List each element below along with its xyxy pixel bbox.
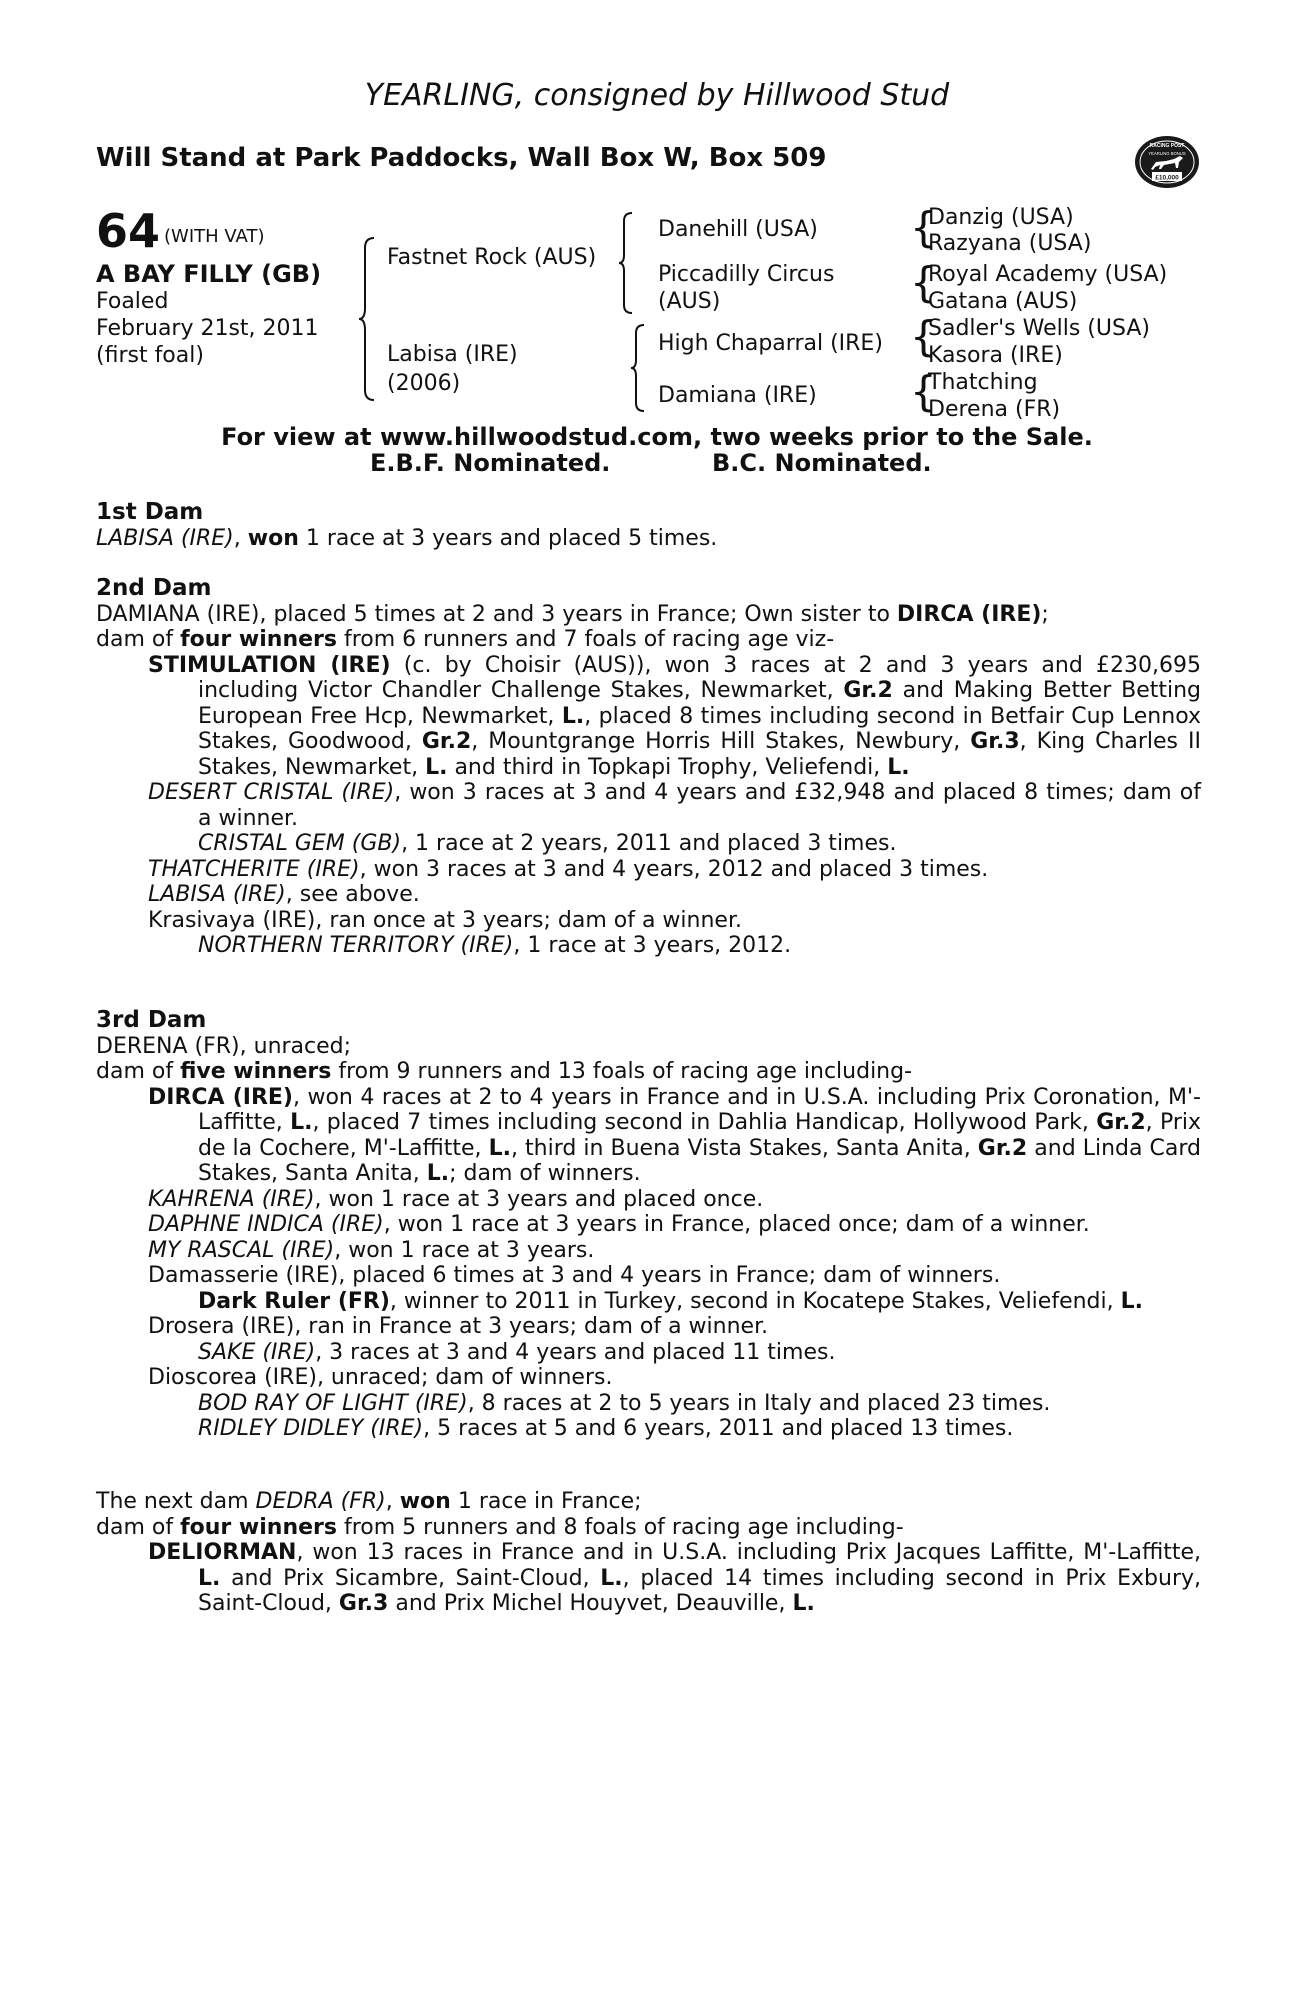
labisa-reference: LABISA (IRE), see above. [148, 882, 420, 907]
first-dam-heading: 1st Dam [96, 499, 204, 525]
first-dam-record: LABISA (IRE), won 1 race at 3 years and placed 5 times. [96, 525, 718, 551]
second-dam-line1: DAMIANA (IRE), placed 5 times at 2 and 3 years in France; Own sister to DIRCA (IRE); [96, 601, 1049, 627]
yearling-bonus-badge [1134, 134, 1200, 190]
pedigree-dss: Sadler's Wells (USA) [928, 316, 1150, 341]
ebf-nomination: E.B.F. Nominated. [370, 449, 611, 477]
lot-number: 64 [96, 204, 161, 258]
brace-gen3-b: { [910, 258, 937, 307]
brace-gen3-d: { [910, 367, 937, 416]
brace-gen3-a: { [910, 203, 937, 252]
daphne-indica-record: DAPHNE INDICA (IRE), won 1 race at 3 years in France, placed once; dam of a winner. [148, 1212, 1090, 1237]
third-dam-line2: dam of five winners from 9 runners and 13 foals of racing age including- [96, 1059, 913, 1084]
dirca-record: DIRCA (IRE), won 4 races at 2 to 4 years in France and in U.S.A. including Prix Coronation, M'-Laffitte, L., placed 7 times including second in Dahlia Handicap, Hollywood Park, Gr.2, Prix de la Cochere, M'-Laffitte, L., third in Buena Vista Stakes, Santa Anita, Gr.2 and Linda Card Stakes, Santa Anita, L.; dam of winners. [148, 1084, 1202, 1186]
thatcherite-record: THATCHERITE (IRE), won 3 races at 3 and 4 years, 2012 and placed 3 times. [148, 856, 989, 882]
ridley-didley-record: RIDLEY DIDLEY (IRE), 5 races at 5 and 6 years, 2011 and placed 13 times. [198, 1416, 1014, 1441]
bc-nomination: B.C. Nominated. [712, 449, 932, 477]
kahrena-record: KAHRENA (IRE), won 1 race at 3 years and placed once. [148, 1186, 764, 1212]
pedigree-dds: Thatching [928, 370, 1038, 395]
foal-note: (first foal) [96, 343, 204, 368]
foaled-label: Foaled [96, 289, 169, 314]
third-dam-heading: 3rd Dam [96, 1007, 207, 1033]
badge-amount: £10,000 [1155, 174, 1179, 182]
pedigree-sire-dam-line2: (AUS) [658, 289, 721, 314]
cristal-gem-record: CRISTAL GEM (GB), 1 race at 2 years, 2011 and placed 3 times. [198, 831, 897, 856]
pedigree-sire-dam-line1: Piccadilly Circus [658, 262, 835, 287]
third-dam-line1: DERENA (FR), unraced; [96, 1033, 352, 1059]
third-dam-section [96, 1008, 1201, 1442]
pedigree-sdd: Gatana (AUS) [928, 289, 1078, 314]
vat-note: (WITH VAT) [164, 226, 265, 247]
pedigree-dam: Labisa (IRE) [387, 342, 518, 367]
desert-cristal-record: DESERT CRISTAL (IRE), won 3 races at 3 and 4 years and £32,948 and placed 8 times; dam of a winner. [148, 780, 1201, 831]
pedigree-sire: Fastnet Rock (AUS) [387, 245, 597, 270]
drosera-record: Drosera (IRE), ran in France at 3 years; dam of a winner. [148, 1314, 769, 1339]
pedigree-dam-year: (2006) [387, 371, 461, 396]
next-dam-line2: dam of four winners from 5 runners and 8 foals of racing age including- [96, 1514, 904, 1540]
pedigree-dam-dam: Damiana (IRE) [658, 383, 817, 408]
badge-mid-text: YEARLING BONUS [1148, 151, 1186, 156]
northern-territory-record: NORTHERN TERRITORY (IRE), 1 race at 3 years, 2012. [198, 933, 792, 958]
pedigree-sds: Royal Academy (USA) [928, 262, 1168, 287]
pedigree-dam-sire: High Chaparral (IRE) [658, 331, 883, 356]
pedigree-brace-main [358, 236, 380, 402]
foaled-date: February 21st, 2011 [96, 316, 319, 341]
deliorman-record: DELIORMAN, won 13 races in France and in U.S.A. including Prix Jacques Laffitte, M'-Laffitte, L. and Prix Sicambre, Saint-Cloud, L., placed 14 times including second in Prix Exbury, Saint-Cloud, Gr.3 and Prix Michel Houyvet, Deauville, L. [148, 1540, 1202, 1616]
krasivaya-record: Krasivaya (IRE), ran once at 3 years; dam of a winner. [148, 907, 742, 933]
viewing-notice: For view at www.hillwoodstud.com, two weeks prior to the Sale. [221, 423, 1093, 451]
pedigree-dsd: Kasora (IRE) [928, 343, 1063, 368]
pedigree-brace-sire [618, 211, 636, 315]
pedigree-brace-dam [630, 323, 648, 413]
pedigree-sss: Danzig (USA) [928, 205, 1074, 230]
next-dam-section [96, 1489, 1201, 1617]
brace-gen3-c: { [910, 312, 937, 361]
dark-ruler-record: Dark Ruler (FR), winner to 2011 in Turkey, second in Kocatepe Stakes, Veliefendi, L. [198, 1288, 1144, 1314]
my-rascal-record: MY RASCAL (IRE), won 1 race at 3 years. [148, 1237, 595, 1263]
badge-top-text: RACING POST [1149, 143, 1185, 149]
pedigree-sire-sire: Danehill (USA) [658, 217, 818, 242]
first-dam-section [96, 500, 1201, 551]
stand-location: Will Stand at Park Paddocks, Wall Box W, Box 509 [96, 143, 827, 173]
sake-record: SAKE (IRE), 3 races at 3 and 4 years and placed 11 times. [198, 1339, 836, 1365]
horse-name: A BAY FILLY (GB) [96, 260, 322, 288]
second-dam-heading: 2nd Dam [96, 575, 212, 601]
website-link[interactable]: www.hillwoodstud.com [379, 423, 694, 451]
second-dam-line2: dam of four winners from 6 runners and 7 foals of racing age viz- [96, 627, 835, 652]
catalogue-header: YEARLING, consigned by Hillwood Stud [364, 78, 950, 113]
next-dam-line1: The next dam DEDRA (FR), won 1 race in France; [96, 1489, 642, 1514]
damasserie-record: Damasserie (IRE), placed 6 times at 3 and 4 years in France; dam of winners. [148, 1263, 1001, 1288]
stimulation-record: STIMULATION (IRE) (c. by Choisir (AUS)), won 3 races at 2 and 3 years and £230,695 including Victor Chandler Challenge Stakes, Newmarket, Gr.2 and Making Better Betting European Free Hcp, Newmarket, L., placed 8 times including second in Betfair Cup Lennox Stakes, Goodwood, Gr.2, Mountgrange Horris Hill Stakes, Newbury, Gr.3, King Charles II Stakes, Newmarket, L. and third in Topkapi Trophy, Veliefendi, L. [148, 652, 1201, 780]
bod-ray-record: BOD RAY OF LIGHT (IRE), 8 races at 2 to 5 years in Italy and placed 23 times. [198, 1390, 1051, 1416]
dioscorea-record: Dioscorea (IRE), unraced; dam of winners. [148, 1365, 613, 1390]
second-dam-section [96, 576, 1201, 959]
pedigree-ddd: Derena (FR) [928, 397, 1061, 422]
pedigree-ssd: Razyana (USA) [928, 231, 1092, 256]
